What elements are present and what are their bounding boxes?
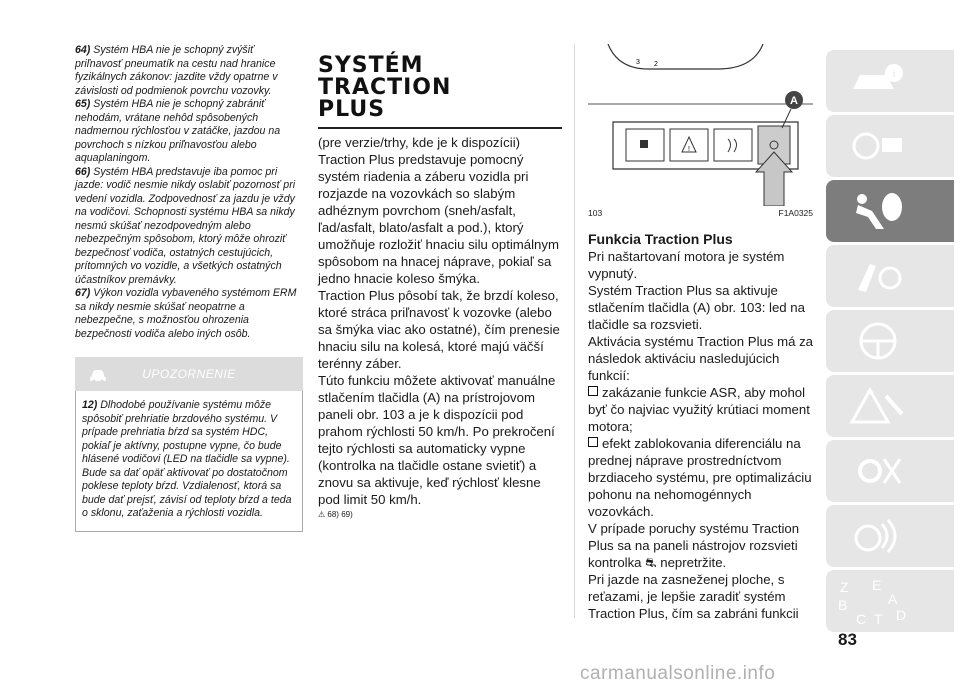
bullet-item: zakázanie funkcie ASR, aby mohol byť čo najviac využitý krútiaci moment motora; xyxy=(588,385,810,434)
figure-caption xyxy=(588,208,813,218)
subsection-body xyxy=(588,248,813,622)
svg-text:Z: Z xyxy=(840,579,849,595)
section-title: SYSTÉM TRACTION PLUS xyxy=(318,53,452,122)
svg-text:C: C xyxy=(856,611,867,626)
numbered-notes xyxy=(75,44,303,341)
column-divider xyxy=(574,44,575,618)
airbag-seat-icon xyxy=(848,189,908,233)
title-rule xyxy=(318,127,562,129)
warning-box xyxy=(75,391,303,532)
warning-triangle-icon: ⚠ xyxy=(318,510,326,519)
chapter-tabs xyxy=(826,50,954,635)
svg-text:T: T xyxy=(874,611,883,626)
paragraph: V prípade poruchy systému Traction Plus sa na paneli nástrojov rozsvieti kontrolka ⛐ nepretržite. xyxy=(588,521,800,570)
checkbox-bullet-icon xyxy=(588,437,598,447)
subheading: Funkcia Traction Plus xyxy=(588,231,733,247)
svg-text:B: B xyxy=(838,597,848,613)
page-number: 83 xyxy=(838,630,857,649)
figure-code: F1A0325 xyxy=(778,208,813,218)
tab-multimedia[interactable] xyxy=(826,505,954,567)
figure-number: 103 xyxy=(588,208,603,218)
warning-title: UPOZORNENIE xyxy=(142,367,236,381)
warning-wrench-icon xyxy=(848,384,908,428)
tab-starting[interactable] xyxy=(826,245,954,307)
tab-dashboard[interactable] xyxy=(826,115,954,177)
svg-text:E: E xyxy=(872,577,882,593)
checkbox-bullet-icon xyxy=(588,386,598,396)
right-column xyxy=(588,44,813,622)
paragraph: Pri naštartovaní motora je systém vypnutý. xyxy=(588,249,785,281)
svg-text:i: i xyxy=(892,68,896,80)
dashboard-buttons-illustration xyxy=(588,44,813,206)
middle-column xyxy=(318,55,562,519)
warning-refs: ⚠ 68) 69) xyxy=(318,510,353,519)
note-66: 66) Systém HBA predstavuje iba pomoc pri jazde: vodič nesmie nikdy oslabiť pozornosť pri vedení vozidla. Zodpovednosť za jazdu je vždy na vodičovi. Schopnosti systému HBA sa nikdy nesmú skúšať nezodpovedným alebo nebezpečným spôsobom, ktorý môže ohroziť bezpečnosť vodiča, ostatných cestujúcich, prítomných vo vozidle, a všetkých ostatných účastníkov premávky. xyxy=(75,165,296,286)
tab-maintenance[interactable] xyxy=(826,440,954,502)
tab-emergency[interactable] xyxy=(826,375,954,437)
paragraph: Túto funkciu môžete aktivovať manuálne stlačením tlačidla (A) na prístrojovom paneli obr. 103 a je k dispozícii pod prahom rýchlosti 50 km/h. Po prekročení tejto rýchlosti sa automaticky vypne (kontrolka na tlačidle ostane svietiť) a znovu sa aktivuje, keď rýchlosť klesne pod limit 50 km/h. xyxy=(318,373,556,507)
figure-103 xyxy=(588,44,813,206)
svg-text:A: A xyxy=(888,591,898,607)
tab-driving[interactable] xyxy=(826,310,954,372)
svg-text:3: 3 xyxy=(636,59,640,66)
section-body xyxy=(318,134,562,508)
tab-safety[interactable] xyxy=(826,180,954,242)
left-column xyxy=(75,44,303,532)
svg-text:D: D xyxy=(896,607,907,623)
paragraph: Systém Traction Plus sa aktivuje stlačením tlačidla (A) obr. 103: led na tlačidle sa rozsvieti. xyxy=(588,283,805,332)
note-64: 64) Systém HBA nie je schopný zvýšiť priľnavosť pneumatík na cestu nad hranice fyzikálnych zákonov: jazdite vždy opatrne v závislosti od podmienok povrchu vozovky. xyxy=(75,44,278,97)
note-65: 65) Systém HBA nie je schopný zabrániť nehodám, vrátane nehôd spôsobených nadmernou rýchlosťou v zatáčke, jazdou na povrchoch s nízkou priľnavosťou alebo aquaplaningom. xyxy=(75,98,281,164)
paragraph: Traction Plus predstavuje pomocný systém riadenia a záberu vozidla pri rozjazde na vozovkách so slabým adhéznym povrchom (sneh/asfalt, ľad/asfalt, blato/asfalt a pod.), ktorý umožňuje rozložiť hnaciu silu optimálnym spôsobom na hnacej náprave, pokiaľ sa jedno hnacie koleso šmýka. xyxy=(318,152,559,286)
gear-tools-icon xyxy=(848,449,908,493)
svg-text:A: A xyxy=(790,95,798,107)
paragraph: Pri jazde na zasneženej ploche, s reťazami, je lepšie zaradiť systém Traction Plus, čím sa zabráni funkcii xyxy=(588,572,799,621)
car-info-icon xyxy=(848,59,908,103)
svg-text:!: ! xyxy=(688,146,690,153)
traction-warning-icon: ⛐ xyxy=(645,555,657,570)
tab-car-info[interactable] xyxy=(826,50,954,112)
bullet-item: efekt zablokovania diferenciálu na prednej náprave prostredníctvom brzdiaceho systému, pre optimalizáciu pohonu na nehomogénnych vozovkách. xyxy=(588,436,812,519)
warning-header xyxy=(75,357,303,391)
steering-wheel-icon xyxy=(848,319,908,363)
key-start-icon xyxy=(848,254,908,298)
paragraph: Traction Plus pôsobí tak, že brzdí koleso, ktoré stráca priľnavosť k vozovke (alebo sa šmýka viac ako ostatné), čím prenesie hnaciu silu na kolesá, ktoré majú väčší terénny záber. xyxy=(318,288,560,371)
warning-text: 12) Dlhodobé používanie systému môže spôsobiť prehriatie brzdového systému. V prípade prehriatia bŕzd sa systém HDC, pokiaľ je aktívny, postupne vypne, čo bude hlásené vodičovi (LED na tlačidle sa vypne). Bude sa dať opäť aktivovať po dostatočnom poklese teploty bŕzd. Vzdialenosť, ktorá sa bude dať prejsť, závisí od teploty bŕzd a teda o sklonu, zaťaženia a rýchlosti vozidla. xyxy=(82,399,292,519)
maintenance-icon xyxy=(848,514,908,558)
paragraph: Aktivácia systému Traction Plus má za následok aktiváciu nasledujúcich funkcií: xyxy=(588,334,813,383)
alphabet-index-icon xyxy=(836,576,916,626)
paragraph: (pre verzie/trhy, kde je k dispozícii) xyxy=(318,135,521,150)
tab-index[interactable] xyxy=(826,570,954,632)
note-67: 67) Výkon vozidla vybaveného systémom ERM sa nikdy nesmie skúšať neopatrne a nebezpečne, s možnosťou ohrozenia bezpečnosti vodiča alebo iných osôb. xyxy=(75,287,297,340)
svg-text:2: 2 xyxy=(654,61,658,68)
watermark: carmanualsonline.info xyxy=(580,663,776,684)
dashboard-mail-icon xyxy=(848,124,908,168)
